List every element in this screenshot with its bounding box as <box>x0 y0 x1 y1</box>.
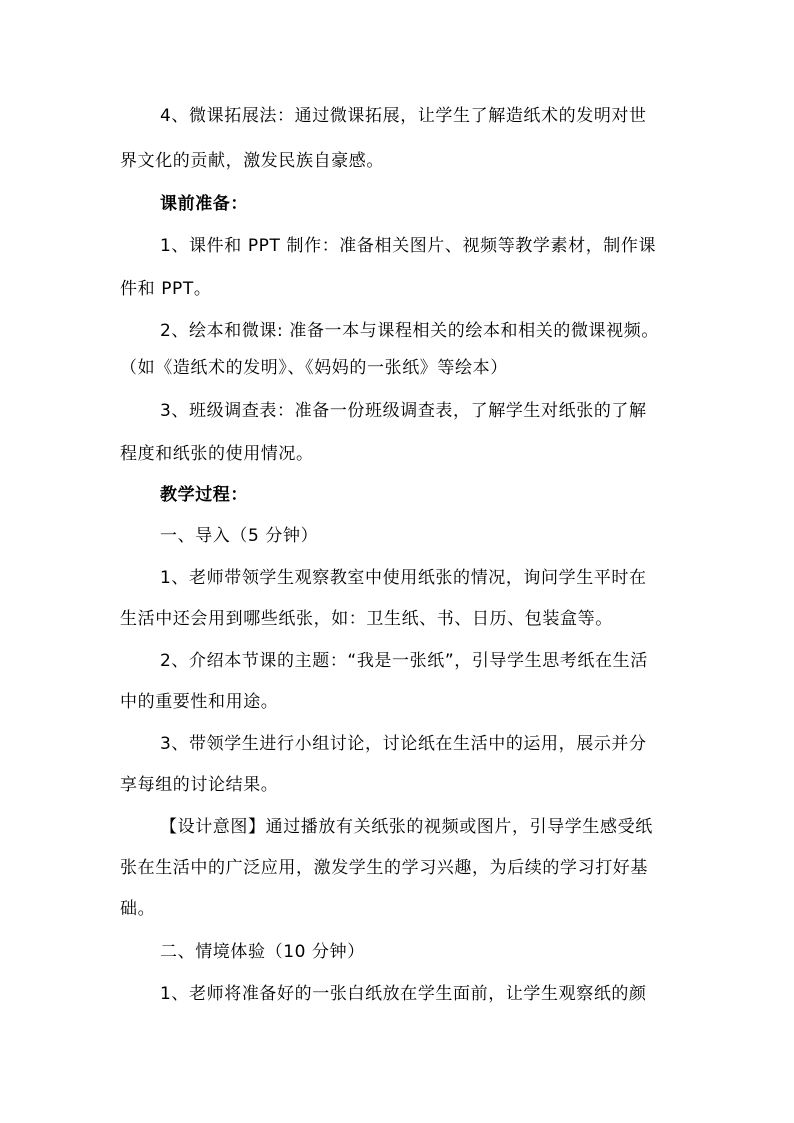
paragraph-line: 件和 PPT。 <box>120 279 212 299</box>
paragraph-line: 4、微课拓展法：通过微课拓展，让学生了解造纸术的发明对世 <box>160 106 647 126</box>
paragraph-line: 张在生活中的广泛应用，激发学生的学习兴趣，为后续的学习打好基 <box>120 858 648 878</box>
paragraph-line: （如《造纸术的发明》、《妈妈的一张纸》等绘本） <box>120 358 508 378</box>
paragraph-line: 1、课件和 PPT 制作：准备相关图片、视频等教学素材，制作课 <box>160 236 657 256</box>
paragraph-line: 础。 <box>120 899 156 919</box>
paragraph-line: 2、介绍本节课的主题：“我是一张纸”，引导学生思考纸在生活 <box>160 651 648 671</box>
subsection-heading: 二、情境体验（10 分钟） <box>160 942 365 962</box>
paragraph-line: 中的重要性和用途。 <box>120 692 279 712</box>
section-heading: 教学过程： <box>160 485 248 505</box>
paragraph-line: 生活中还会用到哪些纸张，如：卫生纸、书、日历、包装盒等。 <box>120 609 613 629</box>
paragraph-line: 程度和纸张的使用情况。 <box>120 444 314 464</box>
paragraph-line: 1、老师带领学生观察教室中使用纸张的情况，询问学生平时在 <box>160 568 647 588</box>
subsection-heading: 一、导入（5 分钟） <box>160 526 319 546</box>
design-intent-line: 【设计意图】通过播放有关纸张的视频或图片，引导学生感受纸 <box>160 817 653 837</box>
paragraph-line: 3、班级调查表：准备一份班级调查表，了解学生对纸张的了解 <box>160 401 647 421</box>
paragraph-line: 1、老师将准备好的一张白纸放在学生面前，让学生观察纸的颜 <box>160 984 647 1004</box>
paragraph-line: 享每组的讨论结果。 <box>120 775 279 795</box>
paragraph-line: 界文化的贡献，激发民族自豪感。 <box>120 151 384 171</box>
paragraph-line: 2、绘本和微课: 准备一本与课程相关的绘本和相关的微课视频。 <box>160 321 659 341</box>
section-heading: 课前准备： <box>160 194 248 214</box>
paragraph-line: 3、带领学生进行小组讨论，讨论纸在生活中的运用，展示并分 <box>160 734 647 754</box>
